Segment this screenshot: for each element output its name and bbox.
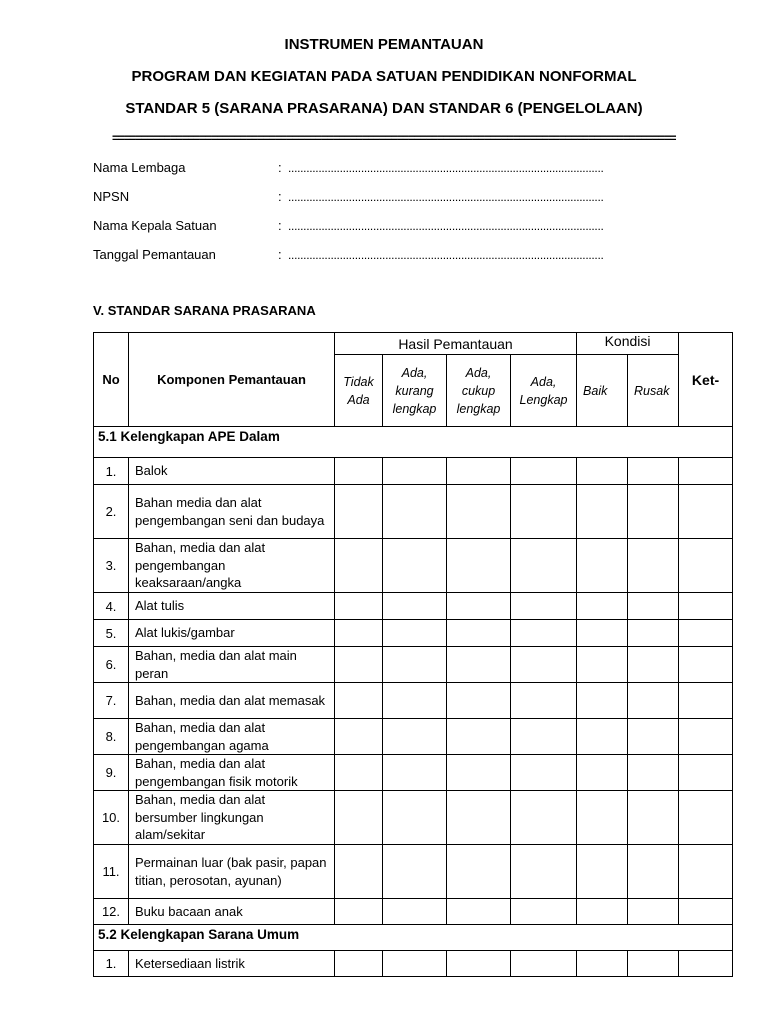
check-cell[interactable] <box>447 951 511 977</box>
check-cell[interactable] <box>383 539 447 593</box>
check-cell[interactable] <box>383 593 447 620</box>
col-header-lengkap: Ada, Lengkap <box>511 355 577 427</box>
ket-cell[interactable] <box>679 620 733 647</box>
field-colon: : <box>278 160 282 175</box>
check-cell[interactable] <box>628 755 679 791</box>
table-row <box>94 951 733 977</box>
check-cell[interactable] <box>447 899 511 925</box>
ket-cell[interactable] <box>679 755 733 791</box>
check-cell[interactable] <box>628 539 679 593</box>
check-cell[interactable] <box>511 719 577 755</box>
row-number: 8. <box>94 719 129 755</box>
field-blank-nama-lembaga[interactable]: ........................................................................................................ <box>288 161 604 175</box>
check-cell[interactable] <box>383 719 447 755</box>
row-number: 5. <box>94 620 129 647</box>
ket-cell[interactable] <box>679 683 733 719</box>
col-group-kondisi: Kondisi <box>577 333 679 355</box>
check-cell[interactable] <box>511 539 577 593</box>
row-number: 7. <box>94 683 129 719</box>
ket-cell[interactable] <box>679 719 733 755</box>
check-cell[interactable] <box>577 791 628 845</box>
check-cell[interactable] <box>628 845 679 899</box>
check-cell[interactable] <box>628 719 679 755</box>
col-header-no: No <box>94 333 129 427</box>
row-component: Bahan, media dan alat pengembangan keaksaraan/angka <box>129 539 335 593</box>
field-label-nama-kepala: Nama Kepala Satuan <box>93 218 217 233</box>
table-row <box>94 683 733 719</box>
check-cell[interactable] <box>577 683 628 719</box>
table-row <box>94 791 733 845</box>
ket-cell[interactable] <box>679 899 733 925</box>
ket-cell[interactable] <box>679 539 733 593</box>
col-group-hasil: Hasil Pemantauan <box>335 333 577 355</box>
check-cell[interactable] <box>511 620 577 647</box>
group-title: 5.1 Kelengkapan APE Dalam <box>94 427 733 458</box>
row-component: Ketersediaan listrik <box>129 951 335 977</box>
check-cell[interactable] <box>383 791 447 845</box>
table-row <box>94 593 733 620</box>
check-cell[interactable] <box>447 719 511 755</box>
check-cell[interactable] <box>577 899 628 925</box>
monitoring-table <box>93 332 733 977</box>
check-cell[interactable] <box>628 951 679 977</box>
row-component: Bahan, media dan alat pengembangan agama <box>129 719 335 755</box>
row-component: Bahan, media dan alat pengembangan fisik motorik <box>129 755 335 791</box>
field-colon: : <box>278 247 282 262</box>
check-cell[interactable] <box>335 620 383 647</box>
row-number: 4. <box>94 593 129 620</box>
check-cell[interactable] <box>577 719 628 755</box>
row-component: Buku bacaan anak <box>129 899 335 925</box>
table-row <box>94 845 733 899</box>
group-row-sarana-umum <box>94 925 733 951</box>
row-component: Bahan, media dan alat main peran <box>129 647 335 683</box>
check-cell[interactable] <box>335 791 383 845</box>
field-colon: : <box>278 189 282 204</box>
check-cell[interactable] <box>577 755 628 791</box>
check-cell[interactable] <box>628 647 679 683</box>
ket-cell[interactable] <box>679 647 733 683</box>
check-cell[interactable] <box>511 485 577 539</box>
row-component: Bahan media dan alat pengembangan seni dan budaya <box>129 485 335 539</box>
col-header-cukup-lengkap: Ada, cukup lengkap <box>447 355 511 427</box>
check-cell[interactable] <box>447 683 511 719</box>
table-row <box>94 647 733 683</box>
check-cell[interactable] <box>447 845 511 899</box>
row-number: 1. <box>94 951 129 977</box>
table-row <box>94 899 733 925</box>
check-cell[interactable] <box>383 620 447 647</box>
check-cell[interactable] <box>335 951 383 977</box>
table-row <box>94 485 733 539</box>
field-label-tanggal: Tanggal Pemantauan <box>93 247 216 262</box>
check-cell[interactable] <box>383 485 447 539</box>
ket-cell[interactable] <box>679 458 733 485</box>
check-cell[interactable] <box>577 647 628 683</box>
check-cell[interactable] <box>447 755 511 791</box>
ket-cell[interactable] <box>679 485 733 539</box>
check-cell[interactable] <box>577 539 628 593</box>
check-cell[interactable] <box>577 951 628 977</box>
check-cell[interactable] <box>511 593 577 620</box>
check-cell[interactable] <box>383 845 447 899</box>
check-cell[interactable] <box>447 620 511 647</box>
row-number: 1. <box>94 458 129 485</box>
check-cell[interactable] <box>335 755 383 791</box>
check-cell[interactable] <box>335 458 383 485</box>
check-cell[interactable] <box>577 593 628 620</box>
row-number: 12. <box>94 899 129 925</box>
field-label-nama-lembaga: Nama Lembaga <box>93 160 186 175</box>
check-cell[interactable] <box>511 899 577 925</box>
row-component: Alat lukis/gambar <box>129 620 335 647</box>
col-header-tidak-ada: Tidak Ada <box>335 355 383 427</box>
field-blank-tanggal[interactable]: ........................................................................................................ <box>288 248 604 262</box>
check-cell[interactable] <box>511 845 577 899</box>
check-cell[interactable] <box>577 845 628 899</box>
col-header-baik: Baik <box>577 355 628 427</box>
check-cell[interactable] <box>383 647 447 683</box>
check-cell[interactable] <box>335 593 383 620</box>
check-cell[interactable] <box>335 719 383 755</box>
check-cell[interactable] <box>383 755 447 791</box>
check-cell[interactable] <box>511 458 577 485</box>
row-number: 10. <box>94 791 129 845</box>
row-number: 2. <box>94 485 129 539</box>
check-cell[interactable] <box>577 458 628 485</box>
check-cell[interactable] <box>335 845 383 899</box>
group-row-ape <box>94 427 733 458</box>
field-colon: : <box>278 218 282 233</box>
check-cell[interactable] <box>511 683 577 719</box>
section-title: V. STANDAR SARANA PRASARANA <box>93 303 316 318</box>
check-cell[interactable] <box>628 620 679 647</box>
check-cell[interactable] <box>577 485 628 539</box>
check-cell[interactable] <box>511 951 577 977</box>
group-title: 5.2 Kelengkapan Sarana Umum <box>94 925 733 951</box>
check-cell[interactable] <box>447 593 511 620</box>
check-cell[interactable] <box>447 791 511 845</box>
doc-title-line1: INSTRUMEN PEMANTAUAN <box>284 36 484 53</box>
check-cell[interactable] <box>447 458 511 485</box>
field-label-npsn: NPSN <box>93 189 130 204</box>
doc-title-line2: PROGRAM DAN KEGIATAN PADA SATUAN PENDIDIKAN NONFORMAL <box>131 68 637 85</box>
check-cell[interactable] <box>335 485 383 539</box>
row-component: Bahan, media dan alat bersumber lingkungan alam/sekitar <box>129 791 335 845</box>
check-cell[interactable] <box>628 485 679 539</box>
check-cell[interactable] <box>511 791 577 845</box>
ket-cell[interactable] <box>679 845 733 899</box>
table-row <box>94 620 733 647</box>
row-number: 9. <box>94 755 129 791</box>
col-header-ket: Ket- <box>679 333 733 427</box>
check-cell[interactable] <box>383 899 447 925</box>
row-number: 6. <box>94 647 129 683</box>
check-cell[interactable] <box>447 647 511 683</box>
table-row <box>94 458 733 485</box>
table-row <box>94 539 733 593</box>
check-cell[interactable] <box>628 899 679 925</box>
row-component: Bahan, media dan alat memasak <box>129 683 335 719</box>
col-header-rusak: Rusak <box>628 355 679 427</box>
check-cell[interactable] <box>628 683 679 719</box>
title-separator: ================================================================================================= <box>112 131 676 145</box>
row-number: 3. <box>94 539 129 593</box>
check-cell[interactable] <box>335 539 383 593</box>
row-component: Alat tulis <box>129 593 335 620</box>
check-cell[interactable] <box>628 458 679 485</box>
check-cell[interactable] <box>511 755 577 791</box>
check-cell[interactable] <box>383 458 447 485</box>
table-header-row <box>94 333 733 355</box>
check-cell[interactable] <box>577 620 628 647</box>
ket-cell[interactable] <box>679 951 733 977</box>
check-cell[interactable] <box>383 951 447 977</box>
row-component: Permainan luar (bak pasir, papan titian, perosotan, ayunan) <box>129 845 335 899</box>
ket-cell[interactable] <box>679 593 733 620</box>
check-cell[interactable] <box>383 683 447 719</box>
table-row <box>94 719 733 755</box>
check-cell[interactable] <box>511 647 577 683</box>
check-cell[interactable] <box>335 647 383 683</box>
col-header-kurang-lengkap: Ada, kurang lengkap <box>383 355 447 427</box>
ket-cell[interactable] <box>679 791 733 845</box>
check-cell[interactable] <box>628 593 679 620</box>
row-component: Balok <box>129 458 335 485</box>
row-number: 11. <box>94 845 129 899</box>
table-row <box>94 755 733 791</box>
doc-title-line3: STANDAR 5 (SARANA PRASARANA) DAN STANDAR 6 (PENGELOLAAN) <box>125 100 643 117</box>
field-blank-npsn[interactable]: ........................................................................................................ <box>288 190 604 204</box>
check-cell[interactable] <box>447 485 511 539</box>
field-blank-nama-kepala[interactable]: ........................................................................................................ <box>288 219 604 233</box>
check-cell[interactable] <box>335 683 383 719</box>
col-header-component: Komponen Pemantauan <box>129 333 335 427</box>
check-cell[interactable] <box>628 791 679 845</box>
check-cell[interactable] <box>335 899 383 925</box>
check-cell[interactable] <box>447 539 511 593</box>
